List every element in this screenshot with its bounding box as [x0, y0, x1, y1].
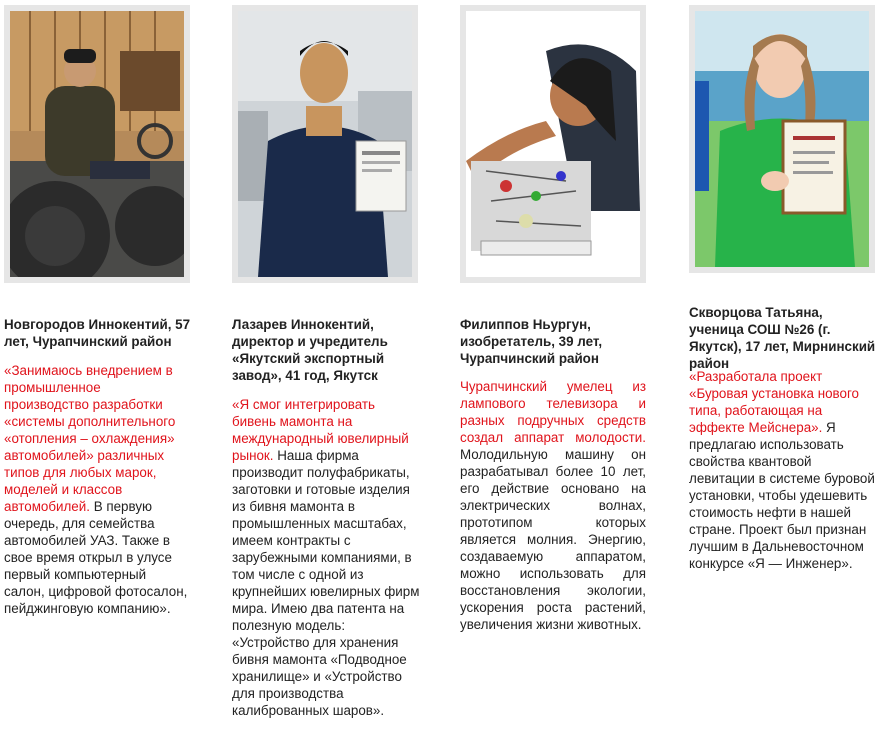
man-with-certificate-photo — [238, 11, 412, 277]
photo-frame — [232, 5, 418, 283]
photo-frame — [4, 5, 190, 283]
photo-frame — [689, 5, 875, 273]
person-name: Филиппов Ньургун, изобретатель, 39 лет, Чурапчинский район — [460, 317, 603, 366]
person-quote-highlight: «Я смог интегрировать бивень мамонта на международный ювелирный рынок. — [232, 397, 409, 463]
person-quote-highlight: «Занимаюсь внедрением в промышленное производство разработки «системы дополнительного «отопления – охлаждения» автомобилей» различных типов для любых марок, моделей и классов автомобилей. — [4, 363, 176, 514]
person-quote-highlight: «Разработала проект «Буровая установка нового типа, работающая на эффекте Мейснера». — [689, 369, 859, 435]
person-quote-text: Молодильную машину он разрабатывал более 10 лет, его действие основано на электрических волнах, прототипом которых является молния. Энергию, создаваемую аппаратом, можно использовать для восстановления экологии, ускорения роста растений, увеличения жизни животных. — [460, 447, 646, 632]
person-name: Новгородов Иннокентий, 57 лет, Чурапчинский район — [4, 317, 191, 349]
person-description — [232, 396, 420, 719]
person-description — [460, 378, 646, 633]
person-quote-text: Наша фирма производит полуфабрикаты, заготовки и готовые изделия из бивня мамонта в промышленных масштабах, имеем контракты с зарубежными компаниями, в том числе с одной из крупнейших ювелирных фирм мира. Имею два патента на полезную модель: «Устройство для хранения бивня мамонта «Подводное хранилище» и «Устройство для производства калиброванных шаров». — [232, 448, 420, 718]
girl-with-diploma-photo — [695, 11, 869, 267]
person-description — [4, 362, 188, 617]
person-description — [689, 368, 875, 572]
person-quote-highlight: Чурапчинский умелец из лампового телевизора и разных подручных средств создал аппарат молодости. — [460, 379, 646, 445]
person-quote-text: В первую очередь, для семейства автомобилей УАЗ. Также в свое время открыл в улусе первый компьютерный салон, цифровой фотосалон, пейджинговую компанию». — [4, 499, 188, 616]
inventor-with-device-photo — [466, 11, 640, 277]
person-name: Лазарев Иннокентий, директор и учредитель «Якутский экспортный завод», 41 год, Якутск — [232, 317, 388, 383]
man-on-tractor-photo — [10, 11, 184, 277]
photo-frame — [460, 5, 646, 283]
person-quote-text: Я предлагаю использовать свойства квантовой левитации в системе буровой установки, чтобы удешевить стоимость нефти в нашей стране. Проект был признан лучшим в Дальневосточном конкурсе «Я — Инженер». — [689, 420, 875, 571]
person-name: Скворцова Татьяна, ученица СОШ №26 (г. Якутск), 17 лет, Мирнинский район — [689, 305, 876, 371]
